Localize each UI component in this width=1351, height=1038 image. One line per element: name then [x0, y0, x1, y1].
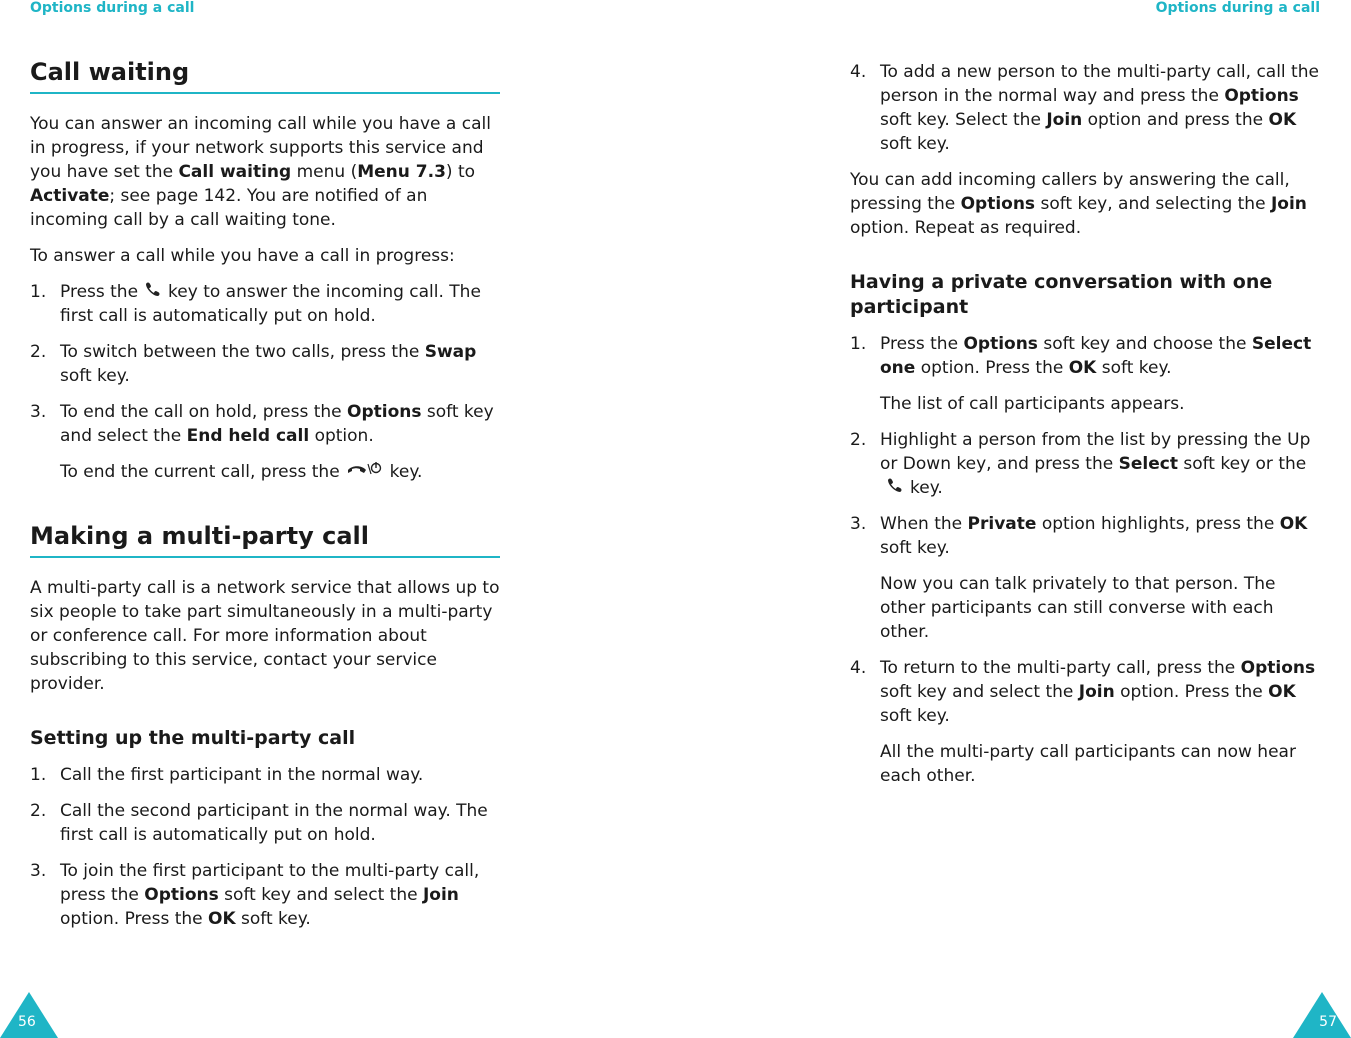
right-page: [676, 0, 1351, 1038]
step-note: All the multi-party call participants can now hear each other.: [880, 742, 1296, 786]
section-heading-multi-party: Making a multi-party call: [30, 522, 500, 558]
list-item: 3. When the Private option highlights, press the OK soft key.: [850, 514, 1308, 558]
call-waiting-lead: To answer a call while you have a call in progress:: [30, 246, 455, 266]
left-column: [30, 58, 500, 931]
step-note: The list of call participants appears.: [880, 394, 1185, 414]
page-number-tab: [0, 992, 58, 1038]
list-item: 1. Call the first participant in the normal way.: [30, 765, 424, 785]
page-number: 56: [18, 1014, 36, 1030]
subheading-setup: Setting up the multi-party call: [30, 727, 356, 749]
list-item: 1. Press the key to answer the incoming call. The first call is automatically put on hold.: [30, 282, 481, 326]
section-heading-call-waiting: Call waiting: [30, 58, 500, 94]
list-item: 4. To add a new person to the multi-party call, call the person in the normal way and press the Options soft key. Select the Join option and press the OK soft key.: [850, 62, 1319, 154]
list-item: 2. Highlight a person from the list by pressing the Up or Down key, and press the Select soft key or thekey.: [850, 430, 1311, 498]
list-item: 3. To end the call on hold, press the Options soft key and select the End held call option.: [30, 402, 494, 446]
multi-party-intro: A multi-party call is a network service that allows up to six people to take part simultaneously in a multi-party or conference call. For more information about subscribing to this service, contact your service provider.: [30, 578, 500, 694]
step-note: Now you can talk privately to that person. The other participants can still converse with each other.: [880, 574, 1276, 642]
step-note: To end the current call, press the key.: [60, 462, 423, 482]
subheading-private: Having a private conversation with one participant: [850, 271, 1273, 318]
list-item: 2. Call the second participant in the normal way. The first call is automatically put on hold.: [30, 801, 488, 845]
running-head: Options during a call: [1155, 0, 1320, 16]
add-callers-text: You can add incoming callers by answering the call, pressing the Options soft key, and selecting the Join option. Repeat as required.: [850, 170, 1307, 238]
list-item: 2. To switch between the two calls, press the Swap soft key.: [30, 342, 477, 386]
page-number: 57: [1319, 1014, 1337, 1030]
left-page: [0, 0, 675, 1038]
running-head: Options during a call: [30, 0, 195, 16]
right-column: [850, 60, 1324, 788]
call-waiting-intro: You can answer an incoming call while you have a call in progress, if your network supports this service and you have set the Call waiting menu (Menu 7.3) to Activate; see page 142. You are notified of an incoming call by a call waiting tone.: [30, 114, 491, 230]
page-number-tab: [1293, 992, 1351, 1038]
send-key-icon: [886, 476, 904, 500]
list-item: 4. To return to the multi-party call, press the Options soft key and select the Join option. Press the OK soft key.: [850, 658, 1316, 726]
list-item: 3. To join the first participant to the multi-party call, press the Options soft key and select the Join option. Press the OK soft key.: [30, 861, 480, 929]
end-key-icon: [346, 460, 384, 484]
list-item: 1. Press the Options soft key and choose the Select one option. Press the OK soft key.: [850, 334, 1312, 378]
send-key-icon: [144, 280, 162, 304]
